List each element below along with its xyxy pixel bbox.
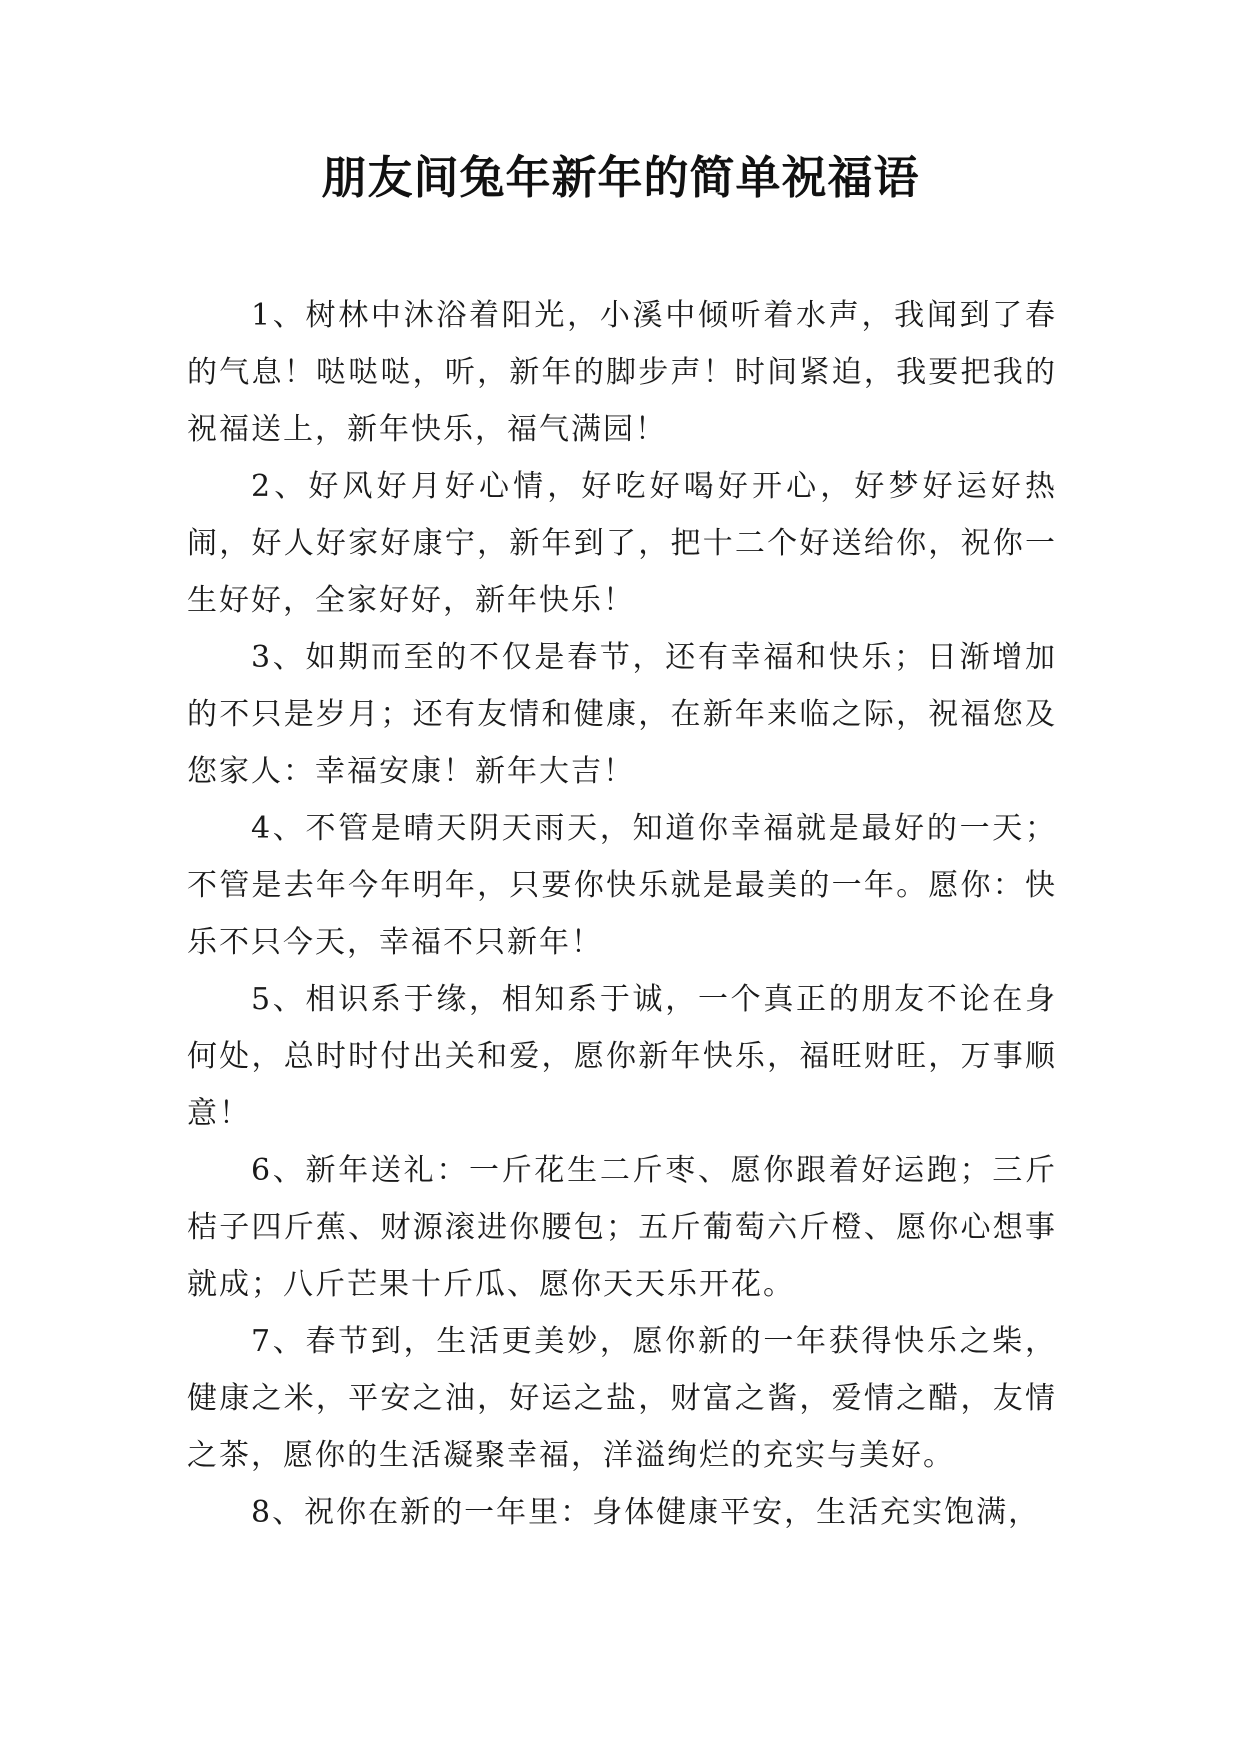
paragraph-8: 8、祝你在新的一年里：身体健康平安，生活充实饱满， — [251, 1495, 1041, 1530]
paragraph-6: 6、新年送礼：一斤花生二斤枣、愿你跟着好运跑；三斤桔子四斤蕉、财源滚进你腰包；五斤葡萄六斤橙、愿你心想事就成；八斤芒果十斤瓜、愿你天天乐开花。 — [187, 1153, 1057, 1302]
paragraph-7: 7、春节到，生活更美妙，愿你新的一年获得快乐之柴，健康之米，平安之油，好运之盐，财富之酱，爱情之醋，友情之茶，愿你的生活凝聚幸福，洋溢绚烂的充实与美好。 — [187, 1324, 1057, 1473]
paragraph-1: 1、树林中沐浴着阳光，小溪中倾听着水声，我闻到了春的气息！哒哒哒，听，新年的脚步声！时间紧迫，我要把我的祝福送上，新年快乐，福气满园！ — [187, 298, 1057, 447]
paragraph-5: 5、相识系于缘，相知系于诚，一个真正的朋友不论在身何处，总时时付出关和爱，愿你新年快乐，福旺财旺，万事顺意！ — [187, 982, 1057, 1131]
paragraph-4: 4、不管是晴天阴天雨天，知道你幸福就是最好的一天；不管是去年今年明年，只要你快乐就是最美的一年。愿你：快乐不只今天，幸福不只新年！ — [187, 811, 1057, 960]
paragraph-3: 3、如期而至的不仅是春节，还有幸福和快乐；日渐增加的不只是岁月；还有友情和健康，在新年来临之际，祝福您及您家人：幸福安康！新年大吉！ — [187, 640, 1057, 789]
document-title: 朋友间兔年新年的简单祝福语 — [321, 151, 920, 204]
paragraph-2: 2、好风好月好心情，好吃好喝好开心，好梦好运好热闹，好人好家好康宁，新年到了，把十二个好送给你，祝你一生好好，全家好好，新年快乐！ — [187, 469, 1057, 618]
document-body — [187, 287, 1057, 1541]
